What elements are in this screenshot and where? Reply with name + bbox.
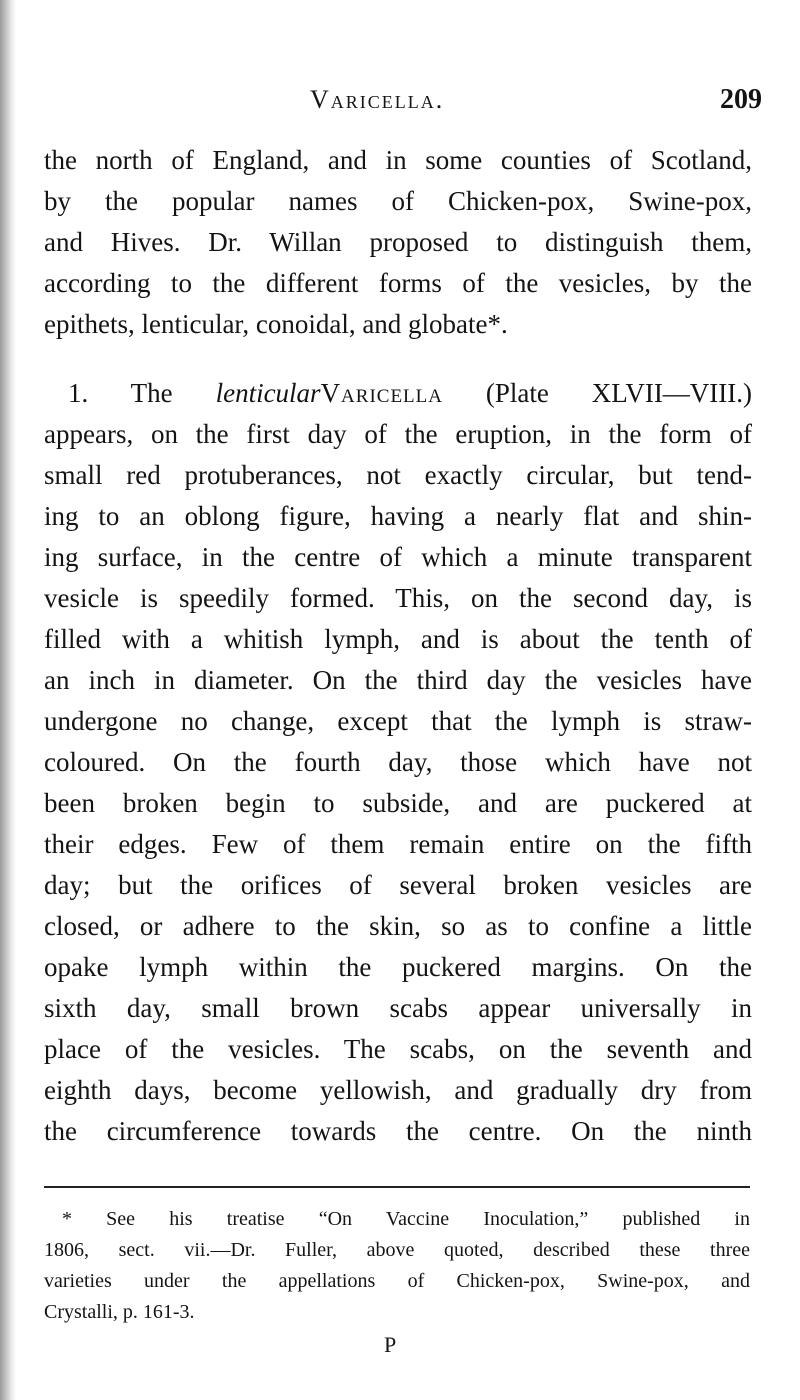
text-line: an inch in diameter. On the third day the vesicles have: [44, 665, 752, 695]
paragraph-number: 1. The: [68, 378, 173, 408]
italic-term: lenticular: [215, 378, 321, 408]
footnote-line: 1806, sect. vii.—Dr. Fuller, above quoted, described these three: [44, 1239, 750, 1261]
footnote-line: Crystalli, p. 161-3.: [44, 1301, 195, 1323]
text-line: small red protuberances, not exactly circular, but tend-: [44, 460, 752, 490]
footnote-divider: [44, 1186, 750, 1188]
page-header: [44, 76, 764, 124]
footnote-line: * See his treatise “On Vaccine Inoculation,” published in: [62, 1208, 750, 1230]
text-line: place of the vesicles. The scabs, on the seventh and: [44, 1034, 752, 1064]
text-line: vesicle is speedily formed. This, on the second day, is: [44, 583, 752, 613]
text-line: opake lymph within the puckered margins. On the: [44, 952, 752, 982]
page-gutter-shadow: [0, 0, 16, 1400]
text-line: the north of England, and in some counties of Scotland,: [44, 145, 752, 175]
paragraph-1: [44, 140, 752, 345]
text-line: epithets, lenticular, conoidal, and globate*.: [44, 309, 508, 339]
text-line: filled with a whitish lymph, and is about the tenth of: [44, 624, 752, 654]
text-line: appears, on the first day of the eruption, in the form of: [44, 419, 752, 449]
text-line: ing to an oblong figure, having a nearly flat and shin-: [44, 501, 752, 531]
text-line: by the popular names of Chicken-pox, Swine-pox,: [44, 186, 752, 216]
paragraph-2: [44, 373, 752, 1152]
text-line: ing surface, in the centre of which a minute transparent: [44, 542, 752, 572]
page-number: 209: [720, 84, 762, 115]
footnote: [44, 1204, 750, 1328]
text-line: according to the different forms of the vesicles, by the: [44, 268, 752, 298]
text-line: been broken begin to subside, and are puckered at: [44, 788, 752, 818]
paragraph-gap: [44, 345, 752, 373]
text-line: eighth days, become yellowish, and gradually dry from: [44, 1075, 752, 1105]
text-line: coloured. On the fourth day, those which have not: [44, 747, 752, 777]
paragraph-opening-line: [44, 373, 752, 414]
signature-mark: P: [384, 1332, 397, 1357]
text-line: the circumference towards the centre. On the ninth: [44, 1116, 752, 1146]
text-line: undergone no change, except that the lymph is straw-: [44, 706, 752, 736]
text-line: and Hives. Dr. Willan proposed to distinguish them,: [44, 227, 752, 257]
text-line: closed, or adhere to the skin, so as to confine a little: [44, 911, 752, 941]
text-line: their edges. Few of them remain entire on the fifth: [44, 829, 752, 859]
body-text: [44, 140, 752, 1152]
plate-reference: (Plate XLVII—VIII.): [485, 378, 752, 408]
text-line: day; but the orifices of several broken vesicles are: [44, 870, 752, 900]
running-head: Varicella.: [310, 85, 445, 114]
small-caps-term: Varicella: [320, 378, 443, 408]
text-line: sixth day, small brown scabs appear universally in: [44, 993, 752, 1023]
footnote-line: varieties under the appellations of Chicken-pox, Swine-pox, and: [44, 1270, 750, 1292]
